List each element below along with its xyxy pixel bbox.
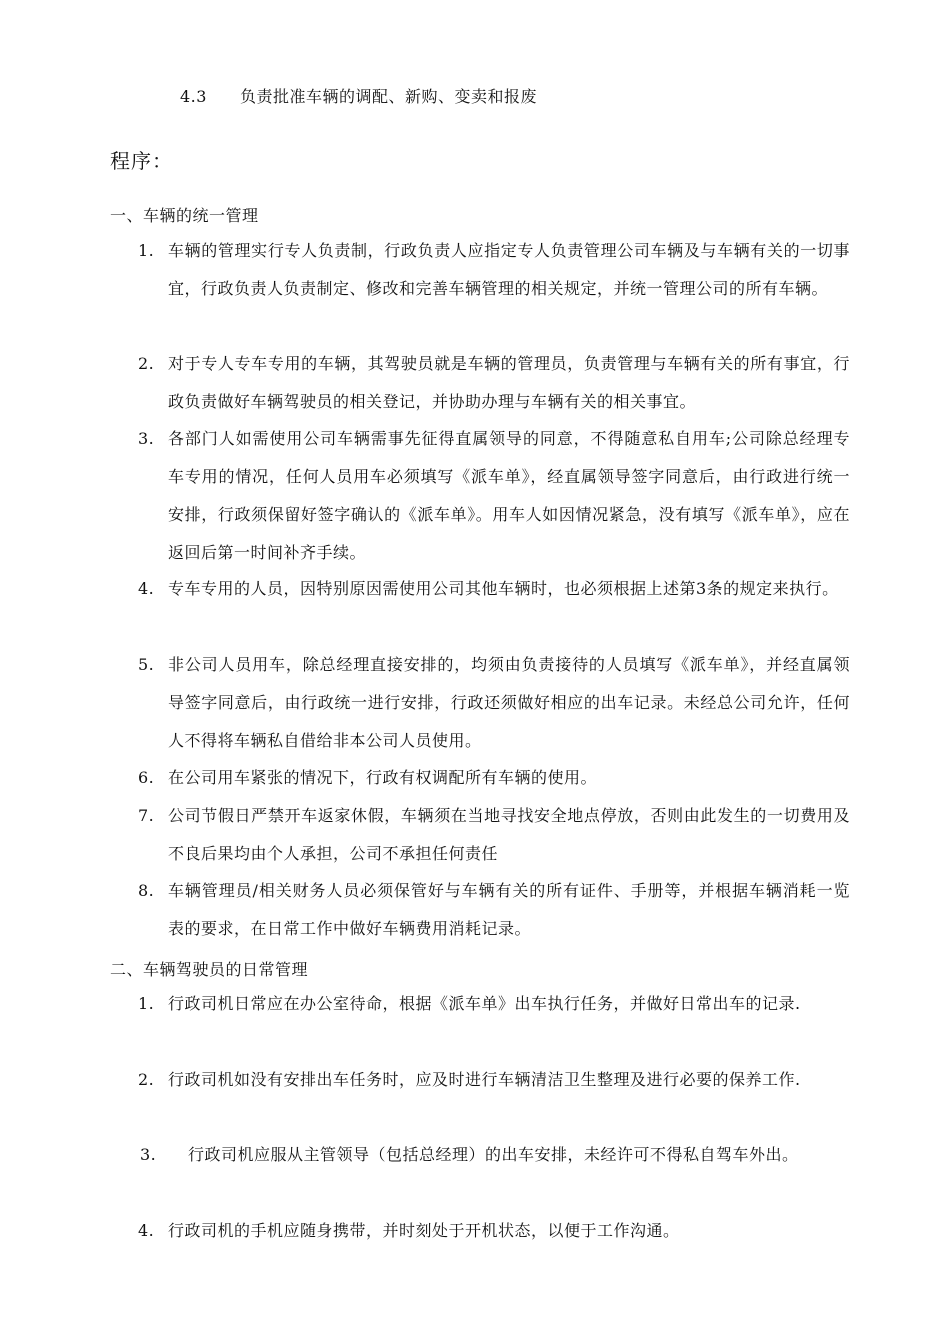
item-text: 车辆的管理实行专人负责制，行政负责人应指定专人负责管理公司车辆及与车辆有关的一切事宜，行政负责人负责制定、修改和完善车辆管理的相关规定，并统一管理公司的所有车辆。 xyxy=(168,241,850,298)
item-text: 行政司机如没有安排出车任务时，应及时进行车辆清洁卫生整理及进行必要的保养工作. xyxy=(168,1070,801,1089)
item-text: 行政司机应服从主管领导（包括总经理）的出车安排，未经许可不得私自驾车外出。 xyxy=(188,1145,799,1164)
section-2-item-1 xyxy=(138,985,850,1023)
clause-text: 负责批准车辆的调配、新购、变卖和报废 xyxy=(240,87,538,106)
section-1-item-3 xyxy=(138,420,850,572)
section-1-item-5 xyxy=(138,646,850,760)
section-1-item-1 xyxy=(138,232,850,308)
section-1-item-8 xyxy=(138,872,850,948)
item-number: 5. xyxy=(138,655,155,674)
item-text: 在公司用车紧张的情况下，行政有权调配所有车辆的使用。 xyxy=(168,768,598,787)
item-number: 8. xyxy=(138,881,155,900)
item-number: 4. xyxy=(138,579,155,598)
clause-number: 4.3 xyxy=(180,87,207,106)
section-1-item-2 xyxy=(138,345,850,421)
item-text: 车辆管理员/相关财务人员必须保管好与车辆有关的所有证件、手册等，并根据车辆消耗一览表的要求，在日常工作中做好车辆费用消耗记录。 xyxy=(168,881,850,938)
procedure-heading: 程序： xyxy=(110,149,173,173)
item-text: 行政司机的手机应随身携带，并时刻处于开机状态，以便于工作沟通。 xyxy=(168,1221,680,1240)
section-1-item-4 xyxy=(138,570,850,608)
section-2-item-2 xyxy=(138,1061,850,1099)
item-text: 专车专用的人员，因特别原因需使用公司其他车辆时，也必须根据上述第3条的规定来执行。 xyxy=(168,579,839,598)
section-1-heading: 一、车辆的统一管理 xyxy=(110,206,259,225)
item-number: 1. xyxy=(138,241,155,260)
item-number: 3. xyxy=(140,1145,157,1164)
item-number: 7. xyxy=(138,806,155,825)
item-number: 2. xyxy=(138,1070,155,1089)
item-text: 各部门人如需使用公司车辆需事先征得直属领导的同意，不得随意私自用车;公司除总经理专车专用的情况，任何人员用车必须填写《派车单》，经直属领导签字同意后，由行政进行统一安排，行政须保留好签字确认的《派车单》。用车人如因情况紧急，没有填写《派车单》，应在返回后第一时间补齐手续。 xyxy=(168,429,850,562)
item-text: 对于专人专车专用的车辆，其驾驶员就是车辆的管理员，负责管理与车辆有关的所有事宜，行政负责做好车辆驾驶员的相关登记，并协助办理与车辆有关的相关事宜。 xyxy=(168,354,850,411)
section-2-item-4 xyxy=(138,1212,850,1250)
item-number: 4. xyxy=(138,1221,155,1240)
item-number: 3. xyxy=(138,429,155,448)
item-text: 公司节假日严禁开车返家休假，车辆须在当地寻找安全地点停放，否则由此发生的一切费用及不良后果均由个人承担，公司不承担任何责任 xyxy=(168,806,850,863)
item-number: 2. xyxy=(138,354,155,373)
section-2-heading: 二、车辆驾驶员的日常管理 xyxy=(110,960,309,979)
section-2-item-3 xyxy=(110,1136,850,1174)
item-text: 非公司人员用车，除总经理直接安排的，均须由负责接待的人员填写《派车单》，并经直属领导签字同意后，由行政统一进行安排，行政还须做好相应的出车记录。未经总公司允许，任何人不得将车辆私自借给非本公司人员使用。 xyxy=(168,655,850,750)
clause-4-3 xyxy=(180,84,537,107)
item-number: 6. xyxy=(138,768,155,787)
item-text: 行政司机日常应在办公室待命，根据《派车单》出车执行任务，并做好日常出车的记录. xyxy=(168,994,801,1013)
item-number: 1. xyxy=(138,994,155,1013)
section-1-item-7 xyxy=(138,797,850,873)
section-1-item-6 xyxy=(138,759,850,797)
